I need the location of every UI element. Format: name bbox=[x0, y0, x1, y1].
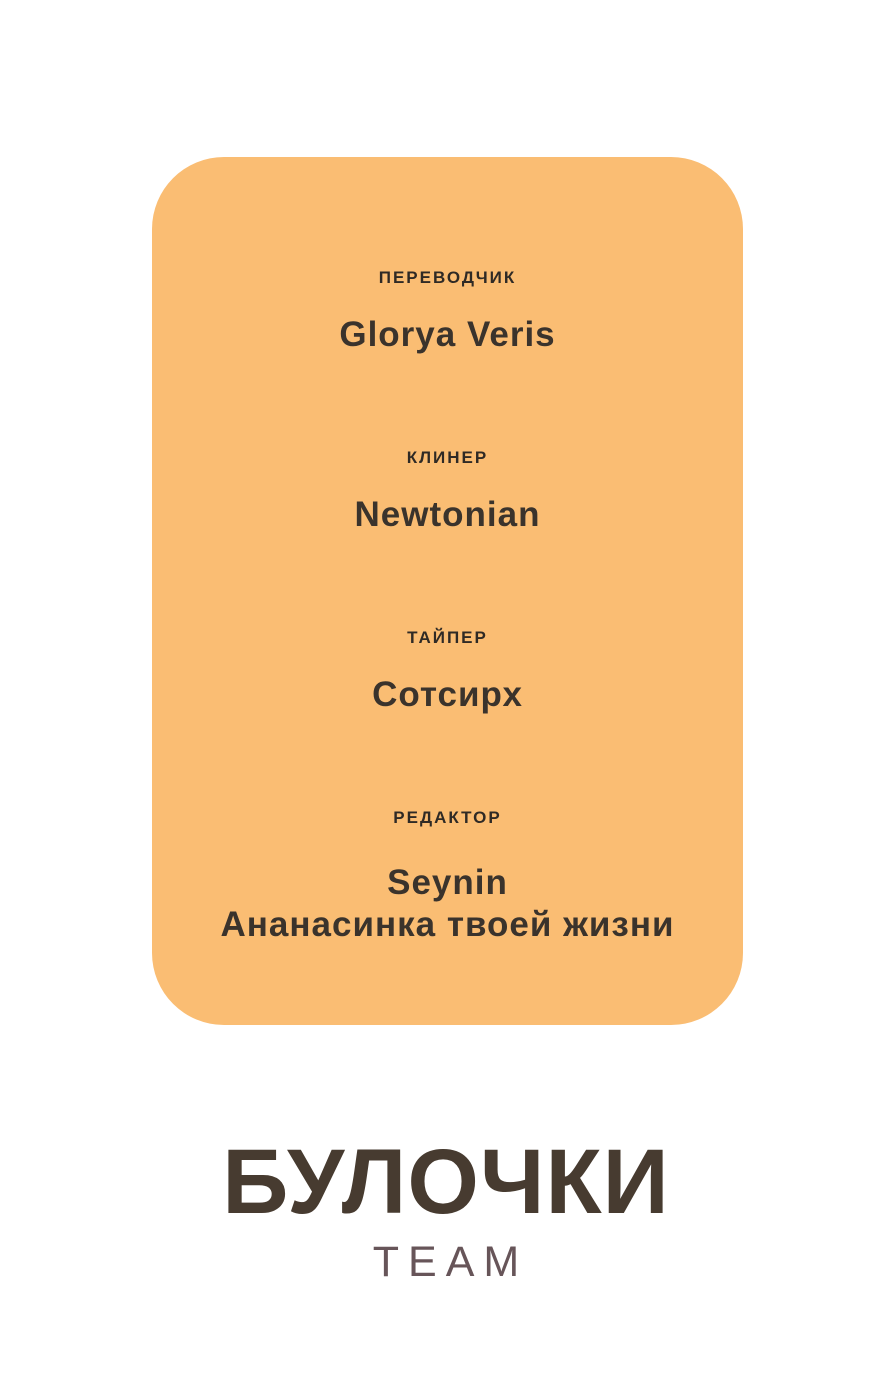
credit-names-translator bbox=[152, 314, 743, 356]
credit-section-cleaner bbox=[152, 448, 743, 536]
role-label-editor: РЕДАКТОР bbox=[393, 808, 502, 827]
role-label-cleaner: КЛИНЕР bbox=[406, 448, 489, 467]
credits-card bbox=[152, 157, 743, 1025]
credit-name: Glorya Veris bbox=[339, 315, 556, 354]
credit-names-typesetter bbox=[152, 674, 743, 716]
credit-names-cleaner bbox=[152, 494, 743, 536]
credit-section-translator bbox=[152, 268, 743, 356]
credit-section-editor bbox=[152, 808, 743, 946]
credit-section-typesetter bbox=[152, 628, 743, 716]
team-logo bbox=[0, 1131, 892, 1286]
credit-name: Seynin bbox=[387, 863, 508, 902]
role-label-translator: ПЕРЕВОДЧИК bbox=[378, 268, 517, 287]
credit-names-editor bbox=[152, 862, 743, 946]
credit-name: Сотсирх bbox=[372, 675, 523, 714]
role-label-typesetter: ТАЙПЕР bbox=[407, 628, 488, 647]
logo-title: БУЛОЧКИ bbox=[222, 1131, 670, 1233]
credit-name: Newtonian bbox=[354, 495, 541, 534]
logo-subtitle: TEAM bbox=[372, 1238, 529, 1286]
credit-name: Ананасинка твоей жизни bbox=[220, 905, 675, 944]
